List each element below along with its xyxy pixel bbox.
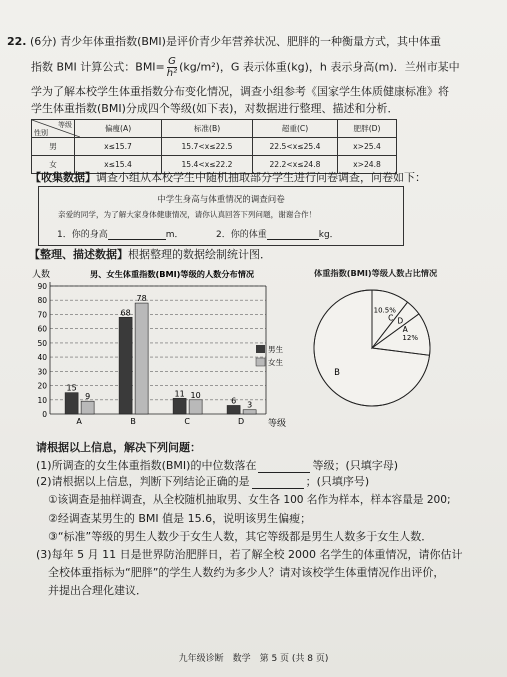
sub-question-3-line-3: 并提出合理化建议． bbox=[48, 584, 147, 597]
bar-chart bbox=[30, 266, 300, 436]
solve-heading: 请根据以上信息，解决下列问题： bbox=[36, 441, 201, 454]
table-corner-cell bbox=[32, 120, 75, 138]
bar-female bbox=[189, 400, 202, 414]
sub-question-2 bbox=[36, 475, 369, 489]
survey-q2-label: 2．你的体重 bbox=[216, 230, 267, 240]
corner-top-label: 等级 bbox=[58, 121, 72, 129]
x-tick-label: C bbox=[184, 417, 190, 426]
bar-male bbox=[227, 405, 240, 414]
question-intro: 青少年体重指数(BMI)是评价青少年营养状况、肥胖的一种衡量方式，其中体重 bbox=[60, 35, 441, 48]
table-cell: 22.2<x≤24.8 bbox=[253, 156, 338, 174]
row-label-female: 女 bbox=[32, 156, 75, 174]
answer-blank-2[interactable] bbox=[252, 478, 304, 489]
fraction-denominator: h² bbox=[166, 68, 178, 79]
survey-q1-label: 1．你的身高 bbox=[57, 230, 108, 240]
survey-title: 中学生身高与体重情况的调查问卷 bbox=[157, 195, 285, 205]
table-cell: x>24.8 bbox=[338, 156, 397, 174]
intro-line-4: 学生体重指数(BMI)分成四个等级(如下表)，对数据进行整理、描述和分析． bbox=[31, 102, 399, 115]
bar-ylabel: 人数 bbox=[32, 270, 51, 280]
sub-question-3-line-2: 全校体重指标为“肥胖”的学生人数约为多少人？请对该校学生体重情况作出评价， bbox=[48, 566, 445, 579]
bar-value-label: 11 bbox=[174, 389, 185, 399]
table-header-d: 肥胖(D) bbox=[338, 120, 397, 138]
pie-chart bbox=[305, 285, 455, 415]
y-tick-label: 90 bbox=[37, 282, 47, 291]
table-cell: 22.5<x≤25.4 bbox=[253, 138, 338, 156]
survey-question-1 bbox=[57, 227, 184, 240]
y-tick-label: 70 bbox=[37, 310, 47, 320]
pie-title: 体重指数(BMI)等级人数占比情况 bbox=[314, 268, 438, 278]
legend-male-swatch bbox=[256, 345, 265, 353]
bar-title: 男、女生体重指数(BMI)等级的人数分布情况 bbox=[90, 269, 255, 279]
y-tick-label: 10 bbox=[37, 395, 47, 405]
legend-female-label: 女生 bbox=[268, 358, 283, 367]
survey-question-2 bbox=[216, 227, 339, 240]
y-tick-label: 40 bbox=[37, 353, 47, 363]
statement-2: ②经调查某男生的 BMI 值是 15.6，说明该男生偏瘦； bbox=[48, 512, 312, 525]
sub-question-1-text: (1)所调查的女生体重指数(BMI)的中位数落在 bbox=[36, 459, 257, 472]
weight-answer-blank[interactable] bbox=[267, 229, 319, 240]
bar-xlabel: 等级 bbox=[268, 419, 287, 429]
survey-greeting: 亲爱的同学，为了解大家身体健康情况，请你认真回答下列问题，谢谢合作！ bbox=[58, 210, 317, 219]
table-cell: x≤15.7 bbox=[75, 138, 162, 156]
table-cell: 15.4<x≤22.2 bbox=[162, 156, 253, 174]
sub-question-1-note: 等级；(只填字母) bbox=[312, 459, 399, 472]
bar-male bbox=[65, 393, 78, 414]
bar-value-label: 68 bbox=[120, 308, 131, 318]
table-row bbox=[32, 138, 397, 156]
organize-heading: 【整理、描述数据】 bbox=[29, 248, 128, 261]
x-tick-label: B bbox=[130, 417, 136, 426]
corner-bottom-label: 性别 bbox=[34, 129, 48, 137]
answer-blank-1[interactable] bbox=[258, 462, 310, 473]
y-tick-label: 30 bbox=[37, 367, 47, 377]
bar-female bbox=[135, 303, 148, 414]
sub-question-2-text: (2)请根据以上信息，判断下列结论正确的是 bbox=[36, 475, 250, 488]
table-header-a: 偏瘦(A) bbox=[75, 120, 162, 138]
sub-question-2-note: ；(只填序号) bbox=[305, 475, 370, 488]
bmi-fraction bbox=[167, 56, 177, 79]
bar-value-label: 15 bbox=[66, 383, 77, 393]
bar-male bbox=[119, 317, 132, 414]
legend-female-swatch bbox=[256, 358, 265, 366]
x-tick-label: A bbox=[76, 417, 82, 426]
row-label-male: 男 bbox=[32, 138, 75, 156]
formula-prefix: 指数 BMI 计算公式：BMI= bbox=[31, 60, 165, 74]
pie-category-label: B bbox=[334, 367, 340, 378]
bar-value-label: 9 bbox=[85, 392, 91, 402]
page-footer: 九年级诊断 数学 第 5 页 (共 8 页) bbox=[178, 654, 329, 664]
legend-male-label: 男生 bbox=[268, 345, 283, 354]
table-cell: 15.7<x≤22.5 bbox=[162, 138, 253, 156]
x-tick-label: D bbox=[238, 417, 245, 426]
survey-q2-unit: kg． bbox=[318, 230, 339, 240]
table-header-row bbox=[32, 120, 397, 138]
y-tick-label: 0 bbox=[42, 410, 47, 419]
bar-male bbox=[173, 398, 186, 414]
question-intro-line bbox=[7, 35, 441, 49]
organize-text: 根据整理的数据绘制统计图． bbox=[128, 248, 271, 261]
question-number: 22. bbox=[7, 35, 27, 48]
pie-category-label: D bbox=[397, 316, 404, 326]
pie-marks bbox=[314, 290, 430, 406]
y-tick-label: 50 bbox=[37, 338, 47, 348]
statement-3: ③“标准”等级的男生人数少于女生人数，其它等级都是男生人数多于女生人数． bbox=[48, 530, 433, 543]
bar-marks bbox=[65, 294, 256, 426]
bmi-grade-table bbox=[31, 119, 397, 174]
table-cell: x>25.4 bbox=[338, 138, 397, 156]
bar-value-label: 3 bbox=[247, 400, 253, 410]
y-tick-label: 80 bbox=[37, 296, 47, 306]
bar-value-label: 78 bbox=[136, 294, 147, 304]
collect-text: 调查小组从本校学生中随机抽取部分学生进行问卷调查，问卷如下： bbox=[96, 171, 426, 184]
pie-value-label: 10.5% bbox=[373, 306, 396, 315]
sub-question-3-line-1: (3)每年 5 月 11 日是世界防治肥胖日，若了解全校 2000 名学生的体重情况，请你估计 bbox=[36, 548, 463, 561]
collect-heading: 【收集数据】 bbox=[30, 171, 96, 184]
pie-category-label: A bbox=[402, 325, 408, 335]
y-tick-label: 20 bbox=[37, 381, 47, 391]
formula-line bbox=[31, 56, 460, 79]
bar-value-label: 10 bbox=[190, 390, 201, 400]
collect-line bbox=[30, 171, 426, 185]
table-header-b: 标准(B) bbox=[162, 120, 253, 138]
pie-category-label: C bbox=[388, 313, 394, 323]
height-answer-blank[interactable] bbox=[108, 229, 166, 240]
y-tick-label: 60 bbox=[37, 324, 47, 334]
question-score: (6分) bbox=[30, 35, 57, 48]
sub-question-1 bbox=[36, 459, 398, 473]
bar-female bbox=[243, 410, 256, 414]
organize-line bbox=[29, 248, 271, 262]
statement-1: ①该调查是抽样调查，从全校随机抽取男、女生各 100 名作为样本，样本容量是 200; bbox=[48, 494, 451, 506]
survey-box bbox=[38, 186, 404, 246]
formula-suffix: (kg/m²)，G 表示体重(kg)，h 表示身高(m)．兰州市某中 bbox=[179, 60, 460, 74]
survey-q1-unit: m． bbox=[165, 230, 184, 240]
intro-line-3: 学为了解本校学生体重指数分布变化情况，调查小组参考《国家学生体质健康标准》将 bbox=[31, 85, 449, 98]
pie-value-label: 12% bbox=[402, 334, 418, 343]
table-cell: x≤15.4 bbox=[75, 156, 162, 174]
bar-female bbox=[81, 401, 94, 414]
fraction-numerator: G bbox=[168, 56, 176, 67]
bar-value-label: 6 bbox=[231, 396, 237, 406]
table-header-c: 超重(C) bbox=[253, 120, 338, 138]
